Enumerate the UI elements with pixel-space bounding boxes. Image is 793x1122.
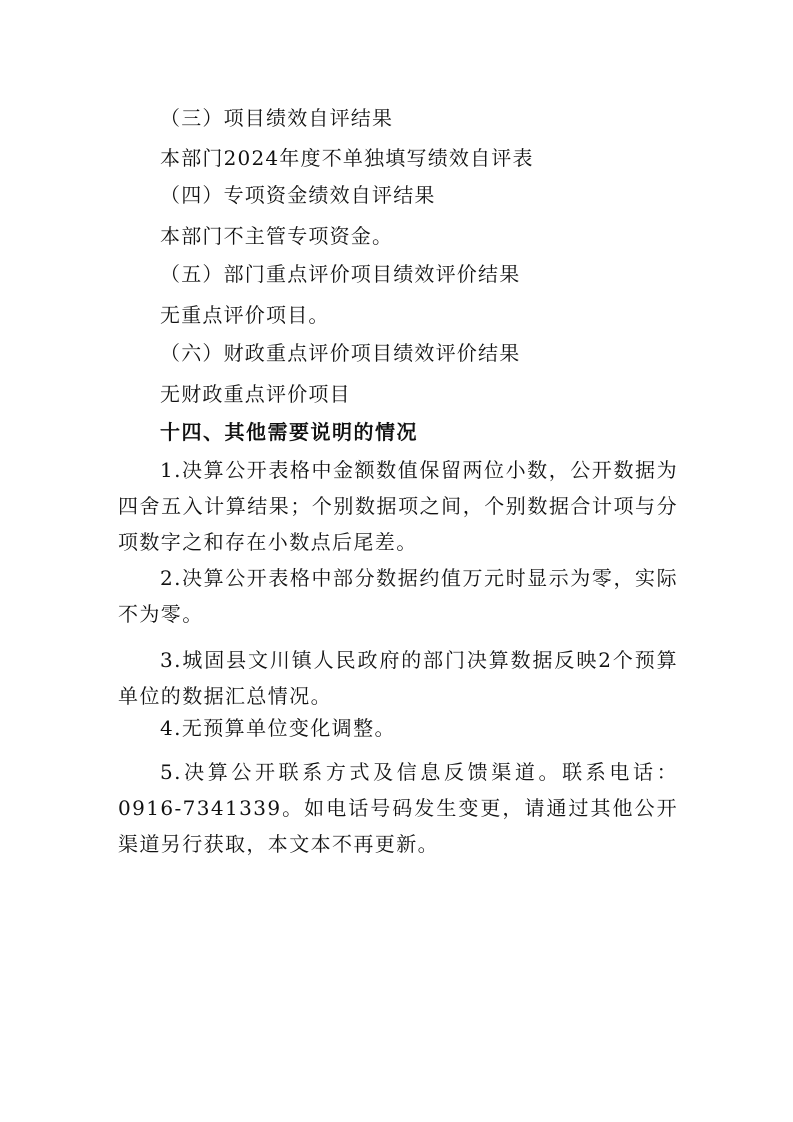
section-4-title: （四）专项资金绩效自评结果 [160,183,436,207]
section-4-text: 本部门不主管专项资金。 [160,224,394,248]
note-item-4: 4.无预算单位变化调整。 [160,716,396,740]
section-3-text: 本部门2024年度不单独填写绩效自评表 [160,146,534,170]
section-3-title: （三）项目绩效自评结果 [160,106,394,130]
section-5-title: （五）部门重点评价项目绩效评价结果 [160,262,521,286]
section-5-text: 无重点评价项目。 [160,303,330,327]
note-item-1: 1.决算公开表格中金额数值保留两位小数，公开数据为四舍五入计算结果；个别数据项之间，个别数据合计项与分项数字之和存在小数点后尾差。 [118,458,678,554]
note-item-2: 2.决算公开表格中部分数据约值万元时显示为零，实际不为零。 [118,566,678,626]
section-6-title: （六）财政重点评价项目绩效评价结果 [160,341,521,365]
section-6-text: 无财政重点评价项目 [160,382,351,406]
section-14-heading: 十四、其他需要说明的情况 [160,420,418,444]
note-item-5: 5.决算公开联系方式及信息反馈渠道。联系电话：0916-7341339。如电话号码发生变更，请通过其他公开渠道另行获取，本文本不再更新。 [118,760,678,856]
note-item-3: 3.城固县文川镇人民政府的部门决算数据反映2个预算单位的数据汇总情况。 [118,648,678,708]
